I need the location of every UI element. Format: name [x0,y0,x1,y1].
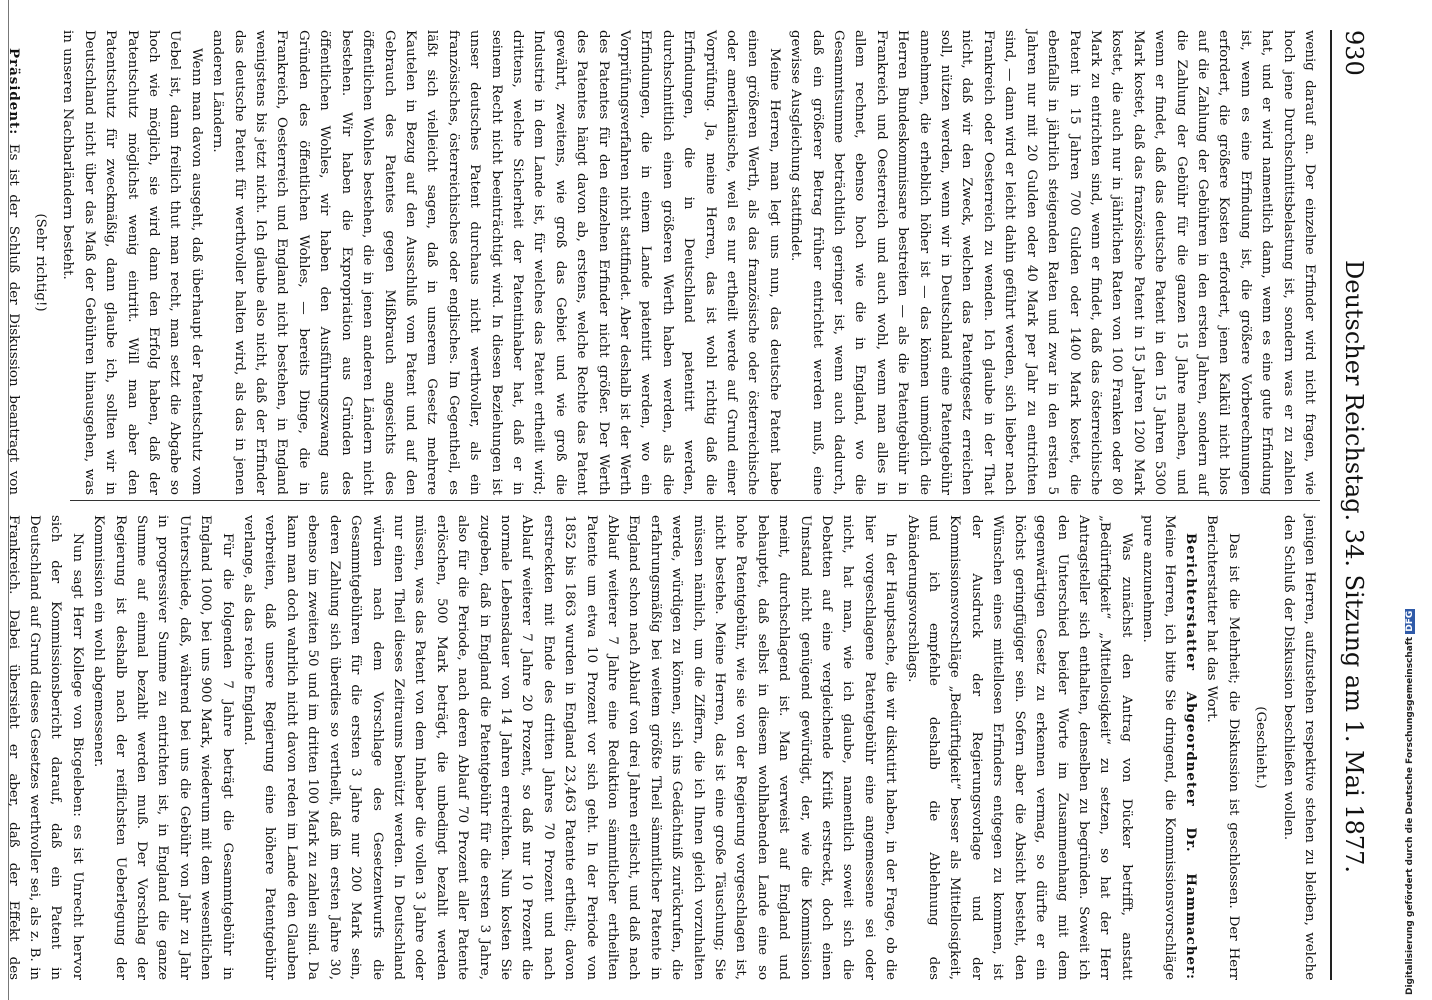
paragraph: Für die folgenden 7 Jahre beträgt die Gesammtgebühr in England 1000, bei uns 900 Mark, wiederum mit dem wesentlichen Unterschiede, daß, während bei uns die Gebühr von Jahr zu Jahr in progressiver Summe zu entrichten ist, in England die ganze Summe auf einmal bezahlt werden muß. Der Vorschlag der Regierung ist deshalb nach der reiflichsten Ueberlegung der Kommission ein wohl abgemessener. [91,515,235,980]
digitization-credit [1405,609,1415,995]
applause-note: (Sehr richtig!) [33,213,49,312]
president-paragraph [0,30,24,495]
paragraph: Nun sagt Herr Kollege von Bicgeleben: es ist Unrecht hervor sich der Kommissionsbericht darauf, daß ein Patent in Deutschland auf Grund dieses Gesetzes werthvoller sei, als z. B. in Frankreich. Dabei übersieht er aber, daß der Effekt des [5,515,85,980]
right-rest-paragraphs [0,515,1137,980]
paragraph: In der Hauptsache, die wir diskutirt haben, in der Frage, ob die hier vorgeschlagene Patentgebühr eine angemessene sei oder nicht, hat man, wie ich glaube, namentlich soweit sich die Debatten auf eine vergleichende Kritik erstreckt, doch einen Umstand nicht genügend gewürdigt, der, wie die Kommission meint, durchschlagend ist. Man verweist auf England und behauptet, daß selbst in diesem wohlhabenden Lande eine so hohe Patentgebühr, wie sie von der Regierung vorgeschlagen ist, nicht bestehe. Meine Herren, das ist eine große Täuschung; Sie müssen nämlich, um die Ziffern, die ich Ihnen gleich vorzuhalten werde, würdigen zu können, sich ins Gedächtniß zurückrufen, die erfahrungsmäßig bei weitem größte Theil sämmtlicher Patente in England schon nach Ablauf von drei Jahren erlischt, und daß nach Ablauf weiterer 7 Jahre eine Reduktion sämmtlicher ertheilten Patente um etwa 10 Prozent vor sich geht. In der Periode von 1852 bis 1863 wurden in England 23,463 Patente ertheilt; davon erstreckten mit Ende des dritten Jahres 70 Prozent und nach Ablauf weiterer 7 Jahre 20 Prozent, so daß nur 10 Prozent die normale Lebensdauer von 14 Jahren erreichten. Nun kosten Sie zugeben, daß in England die Patentgebühr für die ersten 3 Jahre, also für die Periode, nach deren Ablauf 70 Prozent aller Patente erlöschen, 500 Mark beträgt, die unbedingt bezahlt werden müssen, was das Patent von dem Inhaber die vollen 3 Jahre oder nur einen Theil dieses Zeitraums benützt werden. In Deutschland würden nach dem Vorschlage des Gesetzentwurfs die Gesammtgebühren für die ersten 3 Jahre nur 200 Mark sein, deren Zahlung sich überdies so vertheilt, daß im ersten Jahre 30, ebenso im zweiten 50 und im dritten 100 Mark zu zahlen sind. Da kann man doch wahrlich nicht davon reden im Lande den Glauben verbreiten, daß unsere Regierung eine höhere Patentgebühr verlange, als das reiche England. [241,515,899,980]
reporter-name: Berichterstatter Abgeordneter Dr. Hammacher: [1182,533,1199,980]
speech-text: Es ist der Schluß der Diskussion beantragt von [5,143,21,495]
reporter-paragraph [1137,515,1201,980]
running-title: Deutscher Reichstag. 34. Sitzung am 1. Mai 1877. [1340,260,1368,874]
column-divider [70,500,1320,501]
paragraph: Wenn man davon ausgeht, daß überhaupt der Patentschutz vom Uebel ist, dann freilich thut man recht, man setzt die Abgabe so hoch wie möglich, sie wird dann den Erfolg haben, daß der Patentschutz möglichst wenig eintritt. Will man aber den Patentschutz für zweckmäßig, dann glaube ich, sollten wir in Deutschland nicht über das Maß der Gebühren hinausgehen, was in unseren Nachbarländern besteht. [60,30,204,495]
credit-text: Digitalisierung gefördert durch die Deutsche Forschungsgemeinschaft [1405,636,1415,995]
paragraph: jenigen Herren, aufzustehen respektive stehen zu bleiben, welche den Schluß der Diskussion beschließen wollen. [1280,515,1317,980]
left-column [5,30,1320,495]
paragraph: Meine Herren, man legt uns nun, das deutsche Patent habe einen größeren Werth, als das französische oder österreichische oder amerikanische, weil es nur ertheilt werde auf Grund einer Vorprüfung. Ja, meine Herren, das ist wohl richtig daß die Erfindungen, die in Deutschland patentirt werden, durchschnittlich einen größeren Werth haben werden, als die Erfindungen, die in einem Lande patentirt werden, wo ein Vorprüfungsverfahren nicht stattfindet. Aber deshalb ist der Werth des Patentes für den einzelnen Erfinder nicht größer. Der Werth des Patentes hängt davon ab, erstens, welche Rechte das Patent gewährt, zweitens, wie groß das Gebiet und wie groß die Industrie in dem Lande ist, für welches das Patent ertheilt wird; drittens, welche Sicherheit der Patentinhaber hat, daß er in seinem Recht nicht beeinträchtigt wird. In diesen Beziehungen ist unser deutsches Patent durchaus nicht werthvoller, als ein französisches, österreichisches oder englisches. Im Gegentheil, es läßt sich vielleicht sagen, daß in unserem Gesetz mehrere Kautelen in Bezug auf den Ausschluß vom Patent und auf den Gebrauch des Patentes gegen Mißbrauch angesichts des öffentlichen Wohles bestehen, die in jenen anderen Ländern nicht bestehen. Wir haben die Expropriation aus Gründen des öffentlichen Wohles, wir haben den Ausführungszwang aus Gründen des öffentlichen Wohles, — bereits Dinge, die in Frankreich, Oesterreich und England nicht bestehen, in England wenigstens bis jetzt nicht. Ich glaube also nicht, daß der Erfinder das deutsche Patent für werthvoller halten wird, als das in jenen anderen Ländern. [210,30,782,495]
right-after-paragraphs [1201,515,1244,980]
rotated-document-page [5,10,1380,990]
left-paragraphs [57,30,1320,495]
paragraph: Das ist die Mehrheit; die Diskussion ist geschlossen. Der Herr Berichterstatter hat das Wort. [1204,515,1241,980]
paragraph: Was zunächst den Antrag von Dücker betrifft, anstatt „Bedürftigkeit“ „Mittellosigkeit“ zu setzen, so hat der Herr Antragsteller sich enthalten, denselben zu begründen. Soweit ich den Unterschied beider Worte im Zusammenhang mit dem gegenwärtigen Gesetz zu erkennen vermag, so dürfte er ein höchst geringfügiger sein. Sofern aber die Absicht besteht, den Wünschen eines mittellosen Erfinders entgegen zu kommen, ist der Ausdruck der Regierungsvorlage und der Kommissionsvorschläge „Bedürftigkeit“ besser als Mittellosigkeit, und ich empfehle deshalb die Ablehnung des Abänderungsvorschlags. [904,515,1134,980]
right-column [5,515,1320,980]
reporter-text: Meine Herren, ich bitte Sie dringend, die Kommissionsvorschläge pure anzunehmen. [1140,515,1177,980]
dfg-logo: DFG [1405,610,1415,632]
procedure-note-right: (Geschieht.) [1253,706,1269,789]
speaker-name: Präsident: [5,48,22,136]
paragraph: wenig darauf an. Der einzelne Erfinder wird nicht fragen, wie hoch jene Durchschnittsbelastung ist, sondern was er zu zahlen hat, und er wird namentlich dann, wenn es eine gute Erfindung ist, wenn es eine Erfindung ist, die größere Vorberechnungen erfordert, die größere Kosten erfordert, jenen Kalkül nicht blos auf die Zahlung der Gebühren in den ersten Jahren, sondern auf die Zahlung der Gebühr für die ganzen 15 Jahre machen, und wenn er findet, daß das deutsche Patent in den 15 Jahren 5300 Mark kostet, daß das französische Patent in 15 Jahren 1200 Mark kostet, die auch nur in jährlichen Raten von 100 Franken oder 80 Mark zu entrichten sind, wenn er findet, daß das österreichische Patent in 15 Jahren 700 Gulden oder 1400 Mark kostet, die ebenfalls in jährlich steigenden Raten und zwar in den ersten 5 Jahren nur mit 20 Gulden oder 40 Mark per Jahr zu entrichten sind, — dann wird er leicht dahin geführt werden, sich lieber nach Frankreich oder Oesterreich zu wenden. Ich glaube in der That nicht, daß wir den Zweck, welchen das Patentgesetz erreichen soll, nützen werden, wenn wir in Deutschland eine Patentgebühr annehmen, die erheblich höher ist — das können unmöglich die Herren Bundeskommissare bestreiten — als die Patentgebühr in Frankreich und Oesterreich und auch wohl, wenn man alles in allem rechnet, ebenso hoch wie die in England, wo die Gesammtsumme beträchtlich geringer ist, wenn auch dadurch, daß ein größerer Betrag früher entrichtet werden muß, eine gewisse Ausgleichung stattfindet. [788,30,1317,495]
page-number: 930 [1340,30,1368,76]
right-paragraphs [1277,515,1320,980]
page-header [1330,30,1372,980]
